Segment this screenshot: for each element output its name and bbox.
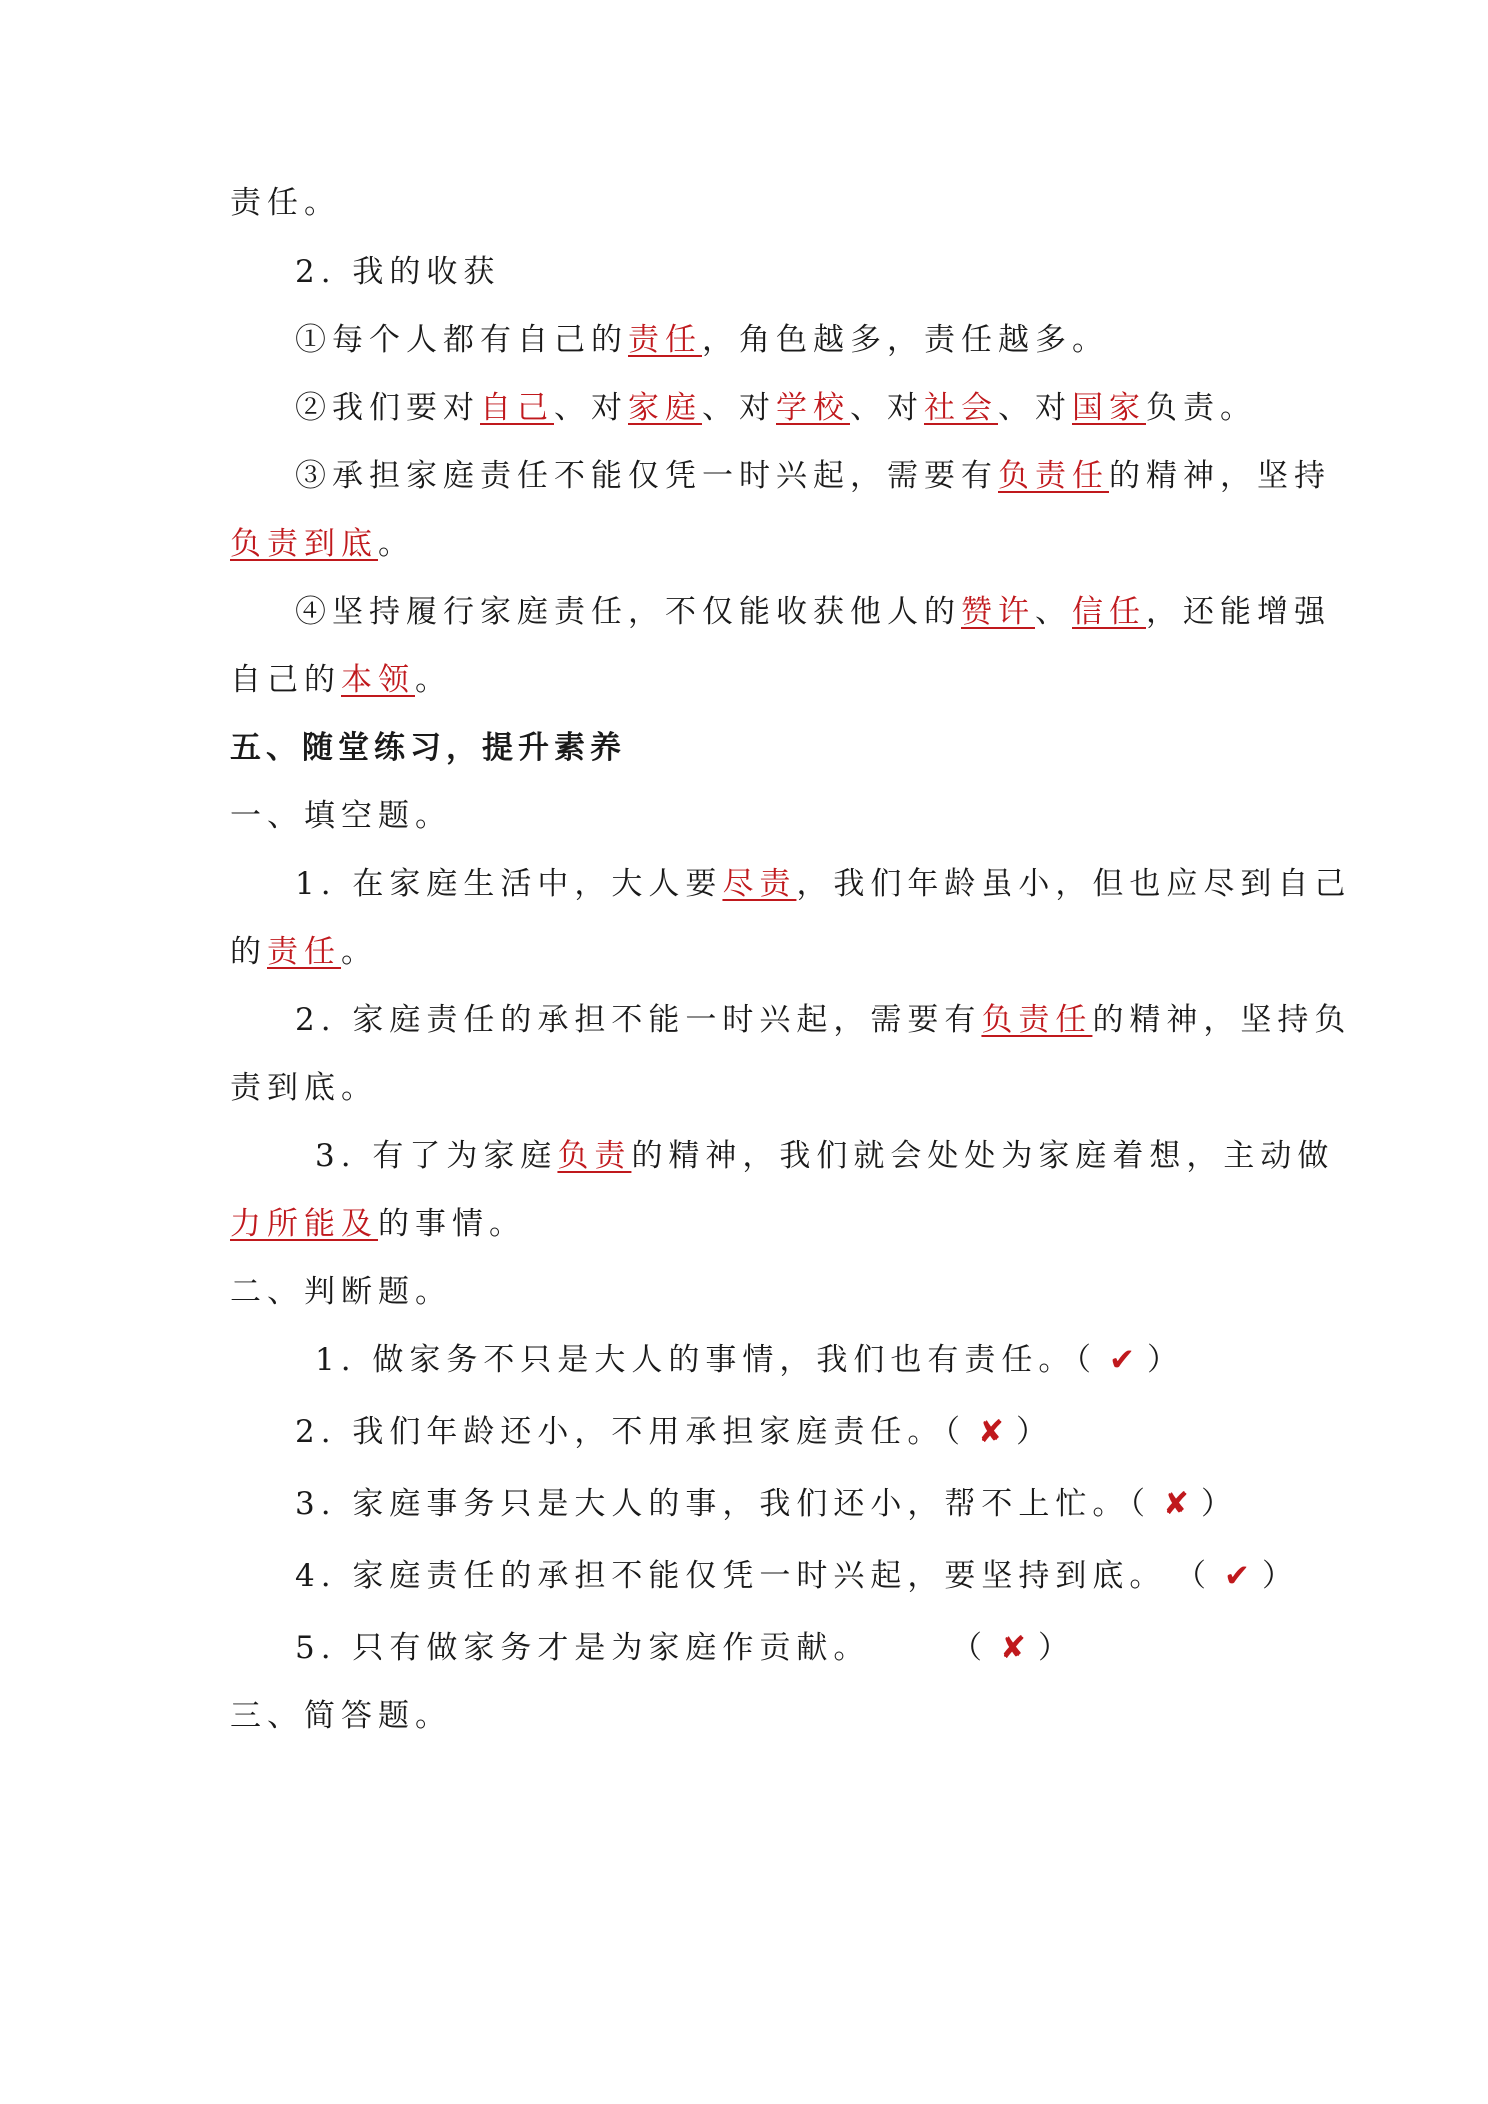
judge-question-4 bbox=[295, 1556, 1299, 1596]
answer-blank: 负责到底 bbox=[230, 526, 378, 562]
text: 的精神，坚持负 bbox=[1092, 1002, 1352, 1038]
section-heading bbox=[230, 728, 626, 768]
text-line bbox=[230, 183, 341, 223]
text: ，角色越多，责任越多。 bbox=[702, 322, 1109, 358]
text: 的精神，坚持 bbox=[1109, 458, 1331, 494]
text: ②我们要对 bbox=[295, 390, 480, 426]
paren-open: （ bbox=[944, 1414, 966, 1450]
gain-item-1 bbox=[295, 320, 1109, 360]
cross-mark-icon: ✘ bbox=[1162, 1486, 1189, 1522]
text: 负责。 bbox=[1146, 390, 1257, 426]
paren-open: （ bbox=[1190, 1558, 1212, 1594]
fill-question-3-cont bbox=[230, 1204, 526, 1244]
answer-blank: 尽责 bbox=[722, 866, 797, 902]
answer-blank: 信任 bbox=[1072, 594, 1146, 630]
text: 2. 家庭责任的承担不能一时兴起，需要有 bbox=[295, 1002, 982, 1038]
text: 的精神，我们就会处处为家庭着想，主动做 bbox=[631, 1138, 1335, 1174]
paren-close: ） bbox=[1261, 1558, 1299, 1594]
text: 。 bbox=[378, 526, 415, 562]
paren-open: （ bbox=[966, 1630, 988, 1666]
text: 的事情。 bbox=[378, 1206, 526, 1242]
cross-mark-icon: ✘ bbox=[999, 1630, 1026, 1666]
fill-question-3 bbox=[315, 1136, 1334, 1176]
text: 责到底。 bbox=[230, 1070, 378, 1106]
gain-item-4-cont bbox=[230, 660, 452, 700]
paren-close: ） bbox=[1037, 1630, 1075, 1666]
answer-blank: 学校 bbox=[776, 390, 850, 426]
text: 五、随堂练习，提升素养 bbox=[230, 730, 626, 766]
fill-question-2 bbox=[295, 1000, 1351, 1040]
text: ①每个人都有自己的 bbox=[295, 322, 628, 358]
answer-blank: 负责任 bbox=[998, 458, 1109, 494]
answer-blank: 负责任 bbox=[981, 1002, 1093, 1038]
answer-blank: 家庭 bbox=[628, 390, 702, 426]
paren-open: （ bbox=[1075, 1342, 1097, 1378]
gain-item-4 bbox=[295, 592, 1331, 632]
paren-close: ） bbox=[1146, 1342, 1184, 1378]
text: 1. 在家庭生活中，大人要 bbox=[295, 866, 723, 902]
paren-close: ） bbox=[1200, 1486, 1238, 1522]
fill-question-1 bbox=[295, 864, 1351, 904]
cross-mark-icon: ✘ bbox=[977, 1414, 1004, 1450]
text: 3. 家庭事务只是大人的事，我们还小，帮不上忙。 bbox=[295, 1486, 1130, 1522]
text: ④坚持履行家庭责任，不仅能收获他人的 bbox=[295, 594, 961, 630]
judge-question-3 bbox=[295, 1484, 1238, 1524]
text: ，我们年龄虽小，但也应尽到自己 bbox=[796, 866, 1352, 902]
judge-question-5 bbox=[295, 1628, 1075, 1668]
text: ，还能增强 bbox=[1146, 594, 1331, 630]
text: 一、填空题。 bbox=[230, 798, 452, 834]
answer-blank: 负责 bbox=[557, 1138, 632, 1174]
gain-item-3 bbox=[295, 456, 1331, 496]
answer-blank: 社会 bbox=[924, 390, 998, 426]
text: 2. 我的收获 bbox=[295, 254, 501, 290]
answer-blank: 自己 bbox=[480, 390, 554, 426]
text: 。 bbox=[415, 662, 452, 698]
judge-question-2 bbox=[295, 1412, 1053, 1452]
text: 1. 做家务不只是大人的事情，我们也有责任。 bbox=[315, 1342, 1076, 1378]
text: 2. 我们年龄还小，不用承担家庭责任。 bbox=[295, 1414, 945, 1450]
text: 自己的 bbox=[230, 662, 341, 698]
paren-close: ） bbox=[1015, 1414, 1053, 1450]
gain-item-3-cont bbox=[230, 524, 415, 564]
text: 、 bbox=[1035, 594, 1072, 630]
fill-question-1-cont bbox=[230, 932, 378, 972]
answer-blank: 本领 bbox=[341, 662, 415, 698]
text: 、对 bbox=[850, 390, 924, 426]
gain-item-2 bbox=[295, 388, 1257, 428]
judge-question-1 bbox=[315, 1340, 1184, 1380]
answer-blank: 责任 bbox=[628, 322, 702, 358]
text: 、对 bbox=[998, 390, 1072, 426]
question-group-heading bbox=[230, 1272, 452, 1312]
text: 责任。 bbox=[230, 185, 341, 221]
text: 的 bbox=[230, 934, 267, 970]
text: ③承担家庭责任不能仅凭一时兴起，需要有 bbox=[295, 458, 998, 494]
answer-blank: 责任 bbox=[267, 934, 341, 970]
answer-blank: 力所能及 bbox=[230, 1206, 378, 1242]
text: 二、判断题。 bbox=[230, 1274, 452, 1310]
text: 、对 bbox=[702, 390, 776, 426]
fill-question-2-cont bbox=[230, 1068, 378, 1108]
text: 4. 家庭责任的承担不能仅凭一时兴起，要坚持到底。 bbox=[295, 1558, 1167, 1594]
text: 、对 bbox=[554, 390, 628, 426]
check-mark-icon: ✔ bbox=[1223, 1558, 1250, 1594]
question-group-heading bbox=[230, 796, 452, 836]
answer-blank: 赞许 bbox=[961, 594, 1035, 630]
check-mark-icon: ✔ bbox=[1108, 1342, 1135, 1378]
text: 三、简答题。 bbox=[230, 1698, 452, 1734]
text: 。 bbox=[341, 934, 378, 970]
text: 3. 有了为家庭 bbox=[315, 1138, 558, 1174]
answer-blank: 国家 bbox=[1072, 390, 1146, 426]
question-group-heading bbox=[230, 1696, 452, 1736]
paren-open: （ bbox=[1129, 1486, 1151, 1522]
subheading-gain bbox=[295, 252, 500, 292]
text: 5. 只有做家务才是为家庭作贡献。 bbox=[295, 1630, 871, 1666]
